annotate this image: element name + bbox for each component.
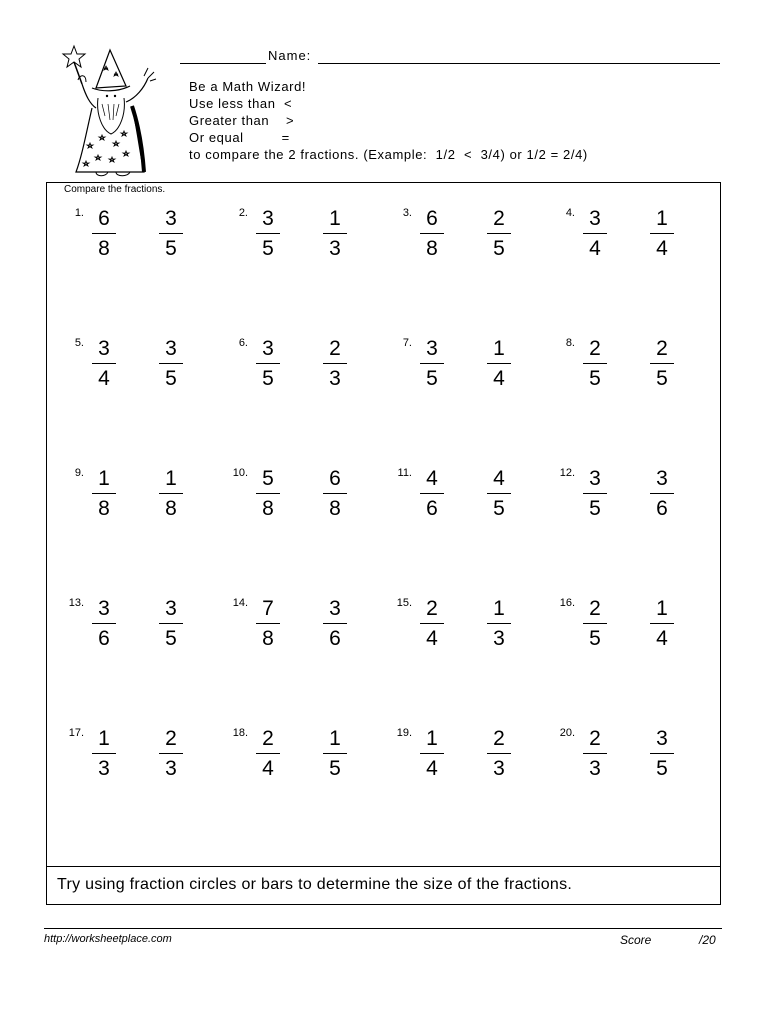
fraction-bar: [650, 753, 674, 754]
problem-number: 7.: [402, 337, 412, 349]
problem-item: [226, 337, 376, 407]
denominator: 3: [165, 757, 177, 780]
fraction-bar: [92, 233, 116, 234]
problem-number: 2.: [238, 207, 248, 219]
numerator: 1: [426, 727, 438, 750]
instructions: Compare the fractions.: [64, 184, 166, 195]
fraction-a: [256, 337, 280, 391]
name-write-line[interactable]: [318, 63, 720, 64]
problem-number: 20.: [559, 727, 575, 739]
problem-item: [553, 337, 703, 407]
denominator: 8: [98, 497, 110, 520]
fraction-b: [650, 597, 674, 651]
denominator: 4: [262, 757, 274, 780]
problem-number: 5.: [74, 337, 84, 349]
fraction-a: [583, 597, 607, 651]
fraction-bar: [650, 233, 674, 234]
numerator: 2: [589, 597, 601, 620]
denominator: 3: [589, 757, 601, 780]
denominator: 3: [329, 237, 341, 260]
fraction-bar: [487, 363, 511, 364]
fraction-bar: [583, 363, 607, 364]
denominator: 6: [98, 627, 110, 650]
denominator: 6: [656, 497, 668, 520]
numerator: 6: [329, 467, 341, 490]
fraction-a: [256, 207, 280, 261]
fraction-a: [583, 727, 607, 781]
numerator: 4: [426, 467, 438, 490]
fraction-a: [583, 337, 607, 391]
denominator: 4: [589, 237, 601, 260]
fraction-a: [256, 467, 280, 521]
numerator: 2: [262, 727, 274, 750]
fraction-a: [583, 467, 607, 521]
wizard-illustration-icon: [52, 44, 162, 178]
fraction-a: [420, 597, 444, 651]
fraction-bar: [256, 363, 280, 364]
denominator: 5: [589, 367, 601, 390]
problem-item: [553, 597, 703, 667]
name-field[interactable]: [180, 48, 720, 64]
fraction-bar: [323, 753, 347, 754]
fraction-a: [92, 467, 116, 521]
intro-line: to compare the 2 fractions. (Example: 1/2 < 3/4) or 1/2 = 2/4): [189, 147, 588, 162]
fraction-bar: [487, 493, 511, 494]
fraction-bar: [487, 753, 511, 754]
intro-line: Use less than <: [189, 96, 293, 111]
numerator: 1: [656, 597, 668, 620]
numerator: 3: [98, 597, 110, 620]
problem-number: 9.: [74, 467, 84, 479]
denominator: 5: [589, 627, 601, 650]
problem-number: 11.: [397, 467, 412, 479]
fraction-bar: [92, 623, 116, 624]
numerator: 3: [426, 337, 438, 360]
fraction-b: [323, 337, 347, 391]
fraction-b: [323, 467, 347, 521]
problem-item: [390, 337, 540, 407]
numerator: 6: [98, 207, 110, 230]
problem-item: [62, 207, 212, 277]
fraction-bar: [323, 363, 347, 364]
denominator: 6: [329, 627, 341, 650]
denominator: 5: [329, 757, 341, 780]
denominator: 5: [165, 237, 177, 260]
problem-item: [390, 727, 540, 797]
denominator: 5: [493, 497, 505, 520]
fraction-bar: [159, 363, 183, 364]
problem-item: [390, 207, 540, 277]
problem-number: 10.: [232, 467, 248, 479]
fraction-a: [92, 727, 116, 781]
denominator: 5: [656, 757, 668, 780]
fraction-b: [650, 337, 674, 391]
worksheet-box: [46, 182, 721, 905]
fraction-a: [420, 467, 444, 521]
numerator: 3: [165, 597, 177, 620]
page-footer: [44, 928, 722, 949]
name-label: Name:: [268, 48, 312, 63]
denominator: 5: [656, 367, 668, 390]
denominator: 3: [493, 627, 505, 650]
numerator: 5: [262, 467, 274, 490]
fraction-bar: [256, 623, 280, 624]
fraction-bar: [583, 623, 607, 624]
numerator: 1: [165, 467, 177, 490]
fraction-b: [487, 597, 511, 651]
fraction-bar: [159, 753, 183, 754]
fraction-bar: [159, 623, 183, 624]
numerator: 3: [589, 207, 601, 230]
denominator: 5: [493, 237, 505, 260]
fraction-b: [323, 727, 347, 781]
numerator: 3: [262, 337, 274, 360]
fraction-a: [420, 727, 444, 781]
fraction-bar: [650, 493, 674, 494]
denominator: 5: [262, 237, 274, 260]
denominator: 6: [426, 497, 438, 520]
fraction-a: [92, 207, 116, 261]
fraction-b: [487, 337, 511, 391]
fraction-bar: [487, 233, 511, 234]
fraction-bar: [323, 623, 347, 624]
name-rule-left: [180, 63, 266, 64]
fraction-bar: [420, 623, 444, 624]
denominator: 5: [589, 497, 601, 520]
denominator: 8: [165, 497, 177, 520]
fraction-b: [323, 207, 347, 261]
numerator: 2: [493, 727, 505, 750]
fraction-bar: [420, 363, 444, 364]
problem-item: [62, 337, 212, 407]
fraction-a: [92, 337, 116, 391]
problem-item: [226, 727, 376, 797]
problem-number: 3.: [402, 207, 412, 219]
problem-item: [226, 597, 376, 667]
numerator: 3: [656, 727, 668, 750]
fraction-a: [583, 207, 607, 261]
problem-number: 19.: [396, 727, 412, 739]
fraction-a: [256, 727, 280, 781]
fraction-bar: [256, 753, 280, 754]
fraction-bar: [487, 623, 511, 624]
numerator: 2: [589, 337, 601, 360]
numerator: 3: [656, 467, 668, 490]
numerator: 2: [493, 207, 505, 230]
denominator: 8: [426, 237, 438, 260]
numerator: 2: [589, 727, 601, 750]
fraction-bar: [650, 623, 674, 624]
numerator: 3: [589, 467, 601, 490]
problem-number: 17.: [68, 727, 84, 739]
fraction-bar: [420, 753, 444, 754]
fraction-b: [159, 337, 183, 391]
problem-number: 18.: [232, 727, 248, 739]
problem-item: [226, 207, 376, 277]
divider: [47, 866, 720, 867]
denominator: 4: [656, 627, 668, 650]
fraction-b: [487, 727, 511, 781]
problem-number: 14.: [232, 597, 248, 609]
fraction-bar: [256, 493, 280, 494]
problem-item: [553, 207, 703, 277]
problem-number: 16.: [559, 597, 575, 609]
fraction-b: [650, 207, 674, 261]
numerator: 3: [165, 207, 177, 230]
fraction-b: [159, 467, 183, 521]
problem-item: [553, 727, 703, 797]
score-max: /20: [699, 933, 716, 947]
fraction-bar: [159, 493, 183, 494]
fraction-b: [487, 207, 511, 261]
numerator: 6: [426, 207, 438, 230]
site-url: http://worksheetplace.com: [44, 933, 172, 945]
fraction-b: [159, 727, 183, 781]
denominator: 8: [262, 627, 274, 650]
numerator: 1: [493, 597, 505, 620]
intro-line: Be a Math Wizard!: [189, 79, 307, 94]
fraction-a: [420, 337, 444, 391]
numerator: 2: [656, 337, 668, 360]
numerator: 1: [98, 727, 110, 750]
problem-number: 6.: [238, 337, 248, 349]
denominator: 4: [656, 237, 668, 260]
fraction-b: [159, 597, 183, 651]
denominator: 5: [165, 627, 177, 650]
numerator: 3: [98, 337, 110, 360]
numerator: 3: [165, 337, 177, 360]
problem-number: 8.: [565, 337, 575, 349]
problem-number: 13.: [68, 597, 84, 609]
problem-number: 12.: [559, 467, 575, 479]
fraction-bar: [583, 753, 607, 754]
fraction-a: [92, 597, 116, 651]
numerator: 1: [656, 207, 668, 230]
numerator: 1: [329, 727, 341, 750]
fraction-b: [159, 207, 183, 261]
fraction-bar: [420, 493, 444, 494]
problem-item: [390, 597, 540, 667]
fraction-bar: [323, 493, 347, 494]
problem-item: [62, 727, 212, 797]
numerator: 4: [493, 467, 505, 490]
denominator: 8: [329, 497, 341, 520]
problem-number: 15.: [396, 597, 412, 609]
denominator: 3: [493, 757, 505, 780]
numerator: 1: [493, 337, 505, 360]
intro-text: [189, 78, 588, 163]
numerator: 3: [329, 597, 341, 620]
problem-number: 4.: [565, 207, 575, 219]
fraction-b: [323, 597, 347, 651]
fraction-bar: [92, 753, 116, 754]
denominator: 4: [98, 367, 110, 390]
problem-item: [62, 467, 212, 537]
numerator: 7: [262, 597, 274, 620]
numerator: 3: [262, 207, 274, 230]
tip-text: Try using fraction circles or bars to determine the size of the fractions.: [57, 876, 573, 893]
problem-item: [390, 467, 540, 537]
fraction-a: [256, 597, 280, 651]
fraction-bar: [159, 233, 183, 234]
numerator: 2: [426, 597, 438, 620]
fraction-bar: [583, 493, 607, 494]
fraction-b: [650, 467, 674, 521]
fraction-bar: [420, 233, 444, 234]
problem-number: 1.: [74, 207, 84, 219]
fraction-bar: [650, 363, 674, 364]
fraction-bar: [256, 233, 280, 234]
numerator: 1: [329, 207, 341, 230]
fraction-bar: [323, 233, 347, 234]
denominator: 8: [98, 237, 110, 260]
denominator: 5: [165, 367, 177, 390]
fraction-b: [650, 727, 674, 781]
denominator: 3: [98, 757, 110, 780]
problem-item: [553, 467, 703, 537]
denominator: 5: [262, 367, 274, 390]
denominator: 4: [426, 757, 438, 780]
denominator: 4: [426, 627, 438, 650]
fraction-bar: [92, 363, 116, 364]
denominator: 4: [493, 367, 505, 390]
problem-item: [62, 597, 212, 667]
numerator: 2: [329, 337, 341, 360]
numerator: 2: [165, 727, 177, 750]
numerator: 1: [98, 467, 110, 490]
intro-line: Or equal =: [189, 130, 290, 145]
intro-line: Greater than >: [189, 113, 295, 128]
denominator: 8: [262, 497, 274, 520]
problem-item: [226, 467, 376, 537]
fraction-b: [487, 467, 511, 521]
fraction-bar: [92, 493, 116, 494]
denominator: 5: [426, 367, 438, 390]
denominator: 3: [329, 367, 341, 390]
score-label: Score: [620, 933, 652, 947]
fraction-a: [420, 207, 444, 261]
fraction-bar: [583, 233, 607, 234]
